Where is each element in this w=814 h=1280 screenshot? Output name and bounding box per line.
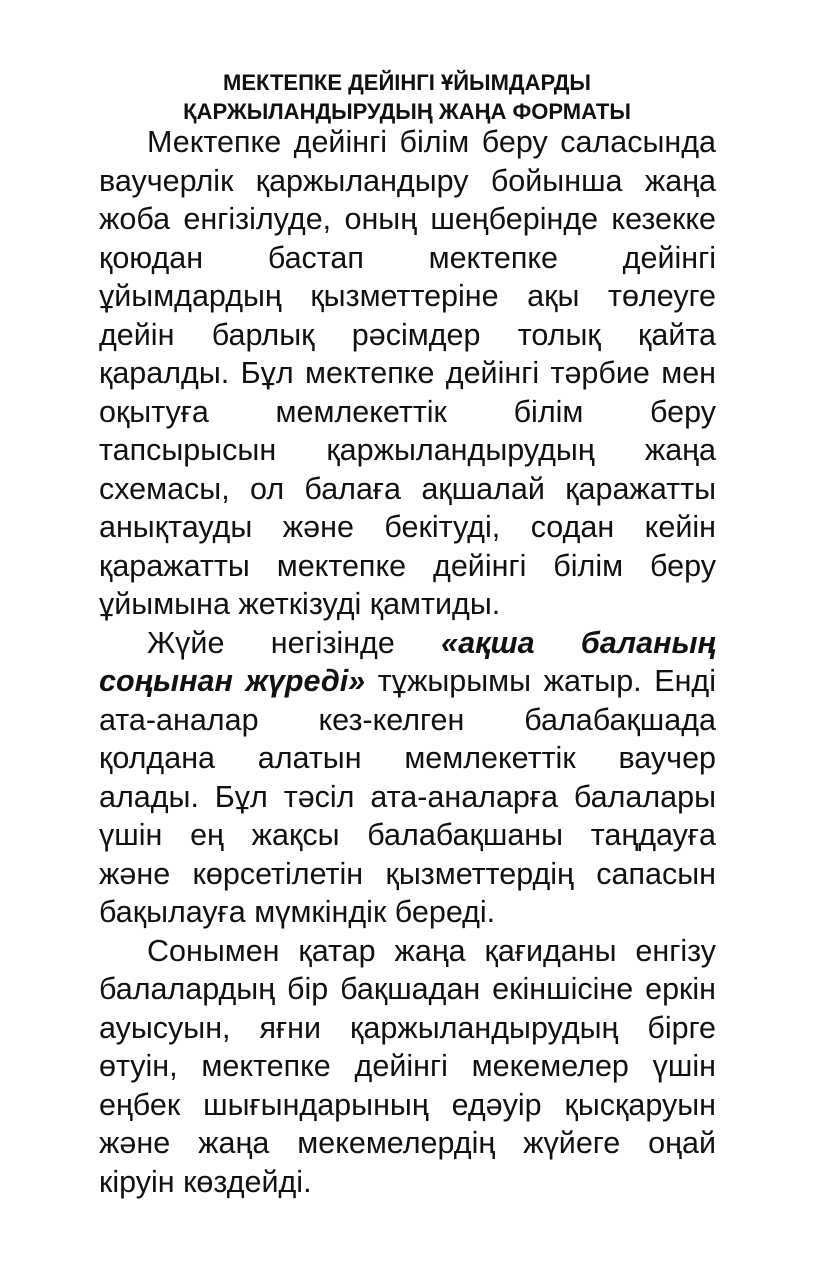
document-body bbox=[99, 123, 716, 1201]
paragraph-3: Сонымен қатар жаңа қағиданы енгізу балалардың бір бақшадан екіншісіне еркін ауысуын, яғни қаржыландырудың бірге өтуін, мектепке дейінгі мекемелер үшін еңбек шығындарының едәуір қысқаруын және жаңа мекемелердің жүйеге оңай кіруін көздейді. bbox=[99, 933, 716, 1199]
paragraph-1: Мектепке дейінгі білім беру саласында ваучерлік қаржыландыру бойынша жаңа жоба енгізілуде, оның шеңберінде кезекке қоюдан бастап мектепке дейінгі ұйымдардың қызметтеріне ақы төлеуге дейін барлық рәсімдер толық қайта қаралды. Бұл мектепке дейінгі тәрбие мен оқытуға мемлекеттік білім беру тапсырысын қаржыландырудың жаңа схемасы, ол балаға ақшалай қаражатты анықтауды және бекітуді, содан кейін қаражатты мектепке дейінгі білім беру ұйымына жеткізуді қамтиды. bbox=[99, 125, 716, 621]
document-title bbox=[100, 68, 714, 126]
paragraph-2 bbox=[99, 624, 716, 932]
paragraph-2-rest: тұжырымы жатыр. Енді ата-аналар кез-келген балабақшада қолдана алатын мемлекеттік ваучер алады. Бұл тәсіл ата-аналарға балалары үшін ең жақсы балабақшаны таңдауға және көрсетілетін қызметтердің сапасын бақылауға мүмкіндік береді. bbox=[99, 664, 716, 929]
paragraph-2-intro: Жүйе негізінде bbox=[147, 625, 442, 660]
title-line-1: МЕКТЕПКЕ ДЕЙІНГІ ҰЙЫМДАРДЫ bbox=[223, 70, 591, 95]
paragraph-2-emphasis: «ақша баланың соңынан жүреді» bbox=[99, 625, 716, 698]
title-line-2: ҚАРЖЫЛАНДЫРУДЫҢ ЖАҢА ФОРМАТЫ bbox=[183, 99, 631, 124]
